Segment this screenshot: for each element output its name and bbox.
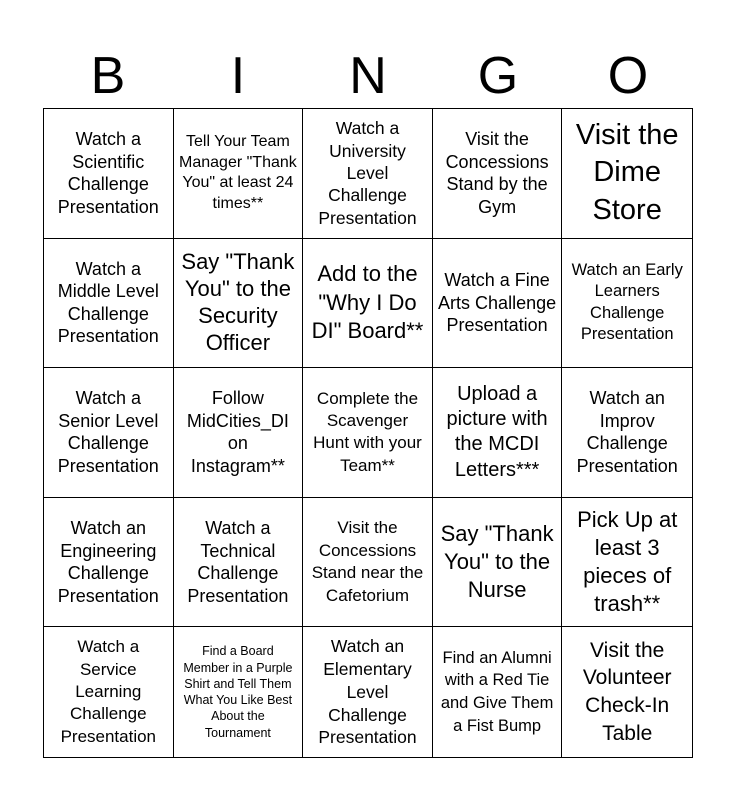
bingo-cell[interactable]	[44, 498, 174, 628]
bingo-cell-text: Watch a Fine Arts Challenge Presentation	[438, 270, 557, 336]
bingo-cell-text: Watch a Technical Challenge Presentation	[187, 518, 289, 606]
bingo-cell[interactable]	[433, 239, 563, 369]
bingo-cell-text: Find a Board Member in a Purple Shirt and Tell Them What You Like Best About the Tournament	[183, 644, 293, 740]
bingo-cell[interactable]	[44, 368, 174, 498]
header-letter-o: O	[607, 47, 649, 105]
bingo-cell[interactable]	[174, 239, 304, 369]
bingo-cell[interactable]	[562, 239, 692, 369]
bingo-cell-text: Watch a Middle Level Challenge Presentation	[57, 258, 159, 347]
bingo-cell[interactable]	[303, 627, 433, 757]
bingo-header	[43, 44, 693, 108]
bingo-cell-text: Visit the Concessions Stand near the Cafetorium	[311, 518, 424, 605]
header-letter-n: N	[349, 47, 387, 105]
bingo-cell-text: Visit the Dime Store	[575, 118, 679, 227]
bingo-cell[interactable]	[433, 368, 563, 498]
bingo-cell[interactable]	[433, 109, 563, 239]
bingo-cell[interactable]	[433, 627, 563, 757]
bingo-cell[interactable]	[433, 498, 563, 628]
bingo-cell-text: Watch an Early Learners Challenge Presentation	[571, 261, 683, 344]
bingo-cell[interactable]	[562, 627, 692, 757]
bingo-cell-text: Say "Thank You" to the Security Officer	[181, 249, 295, 355]
bingo-cell-text: Visit the Concessions Stand by the Gym	[445, 129, 549, 217]
bingo-cell[interactable]	[44, 239, 174, 369]
bingo-cell-text: Watch a University Level Challenge Presentation	[318, 118, 417, 228]
bingo-cell[interactable]	[303, 109, 433, 239]
bingo-board	[43, 108, 693, 758]
bingo-cell[interactable]	[562, 498, 692, 628]
bingo-cell[interactable]	[174, 109, 304, 239]
header-letter-g: G	[477, 47, 519, 105]
bingo-cell-text: Watch an Engineering Challenge Presentation	[57, 518, 159, 606]
bingo-cell-text: Watch an Elementary Level Challenge Presentation	[318, 636, 417, 748]
bingo-cell-text: Add to the "Why I Do DI" Board**	[311, 261, 424, 344]
bingo-cell-text: Visit the Volunteer Check-In Table	[582, 638, 672, 745]
bingo-cell-text: Watch a Scientific Challenge Presentation	[57, 129, 159, 217]
bingo-cell-text: Pick Up at least 3 pieces of trash**	[577, 506, 678, 617]
bingo-cell[interactable]	[44, 109, 174, 239]
bingo-cell-text: Complete the Scavenger Hunt with your Team**	[313, 389, 422, 475]
bingo-cell-text: Say "Thank You" to the Nurse	[440, 520, 554, 603]
bingo-cell-text: Tell Your Team Manager "Thank You" at least 24 times**	[179, 132, 297, 213]
bingo-cell[interactable]	[174, 498, 304, 628]
header-letter-i: I	[230, 47, 246, 105]
bingo-cell-text: Watch an Improv Challenge Presentation	[576, 388, 678, 476]
bingo-cell[interactable]	[44, 627, 174, 757]
bingo-cell[interactable]	[303, 368, 433, 498]
bingo-cell-text: Find an Alumni with a Red Tie and Give Them a Fist Bump	[440, 648, 554, 735]
bingo-cell[interactable]	[174, 368, 304, 498]
bingo-cell-text: Follow MidCities_DI on Instagram**	[186, 388, 289, 476]
bingo-cell[interactable]	[303, 239, 433, 369]
bingo-cell[interactable]	[562, 368, 692, 498]
header-letter-b: B	[90, 47, 126, 105]
bingo-cell-text: Upload a picture with the MCDI Letters***	[446, 382, 548, 481]
bingo-cell[interactable]	[562, 109, 692, 239]
bingo-cell[interactable]	[174, 627, 304, 757]
bingo-cell[interactable]	[303, 498, 433, 628]
bingo-cell-text: Watch a Service Learning Challenge Presentation	[60, 637, 157, 746]
bingo-cell-text: Watch a Senior Level Challenge Presentation	[57, 388, 159, 476]
